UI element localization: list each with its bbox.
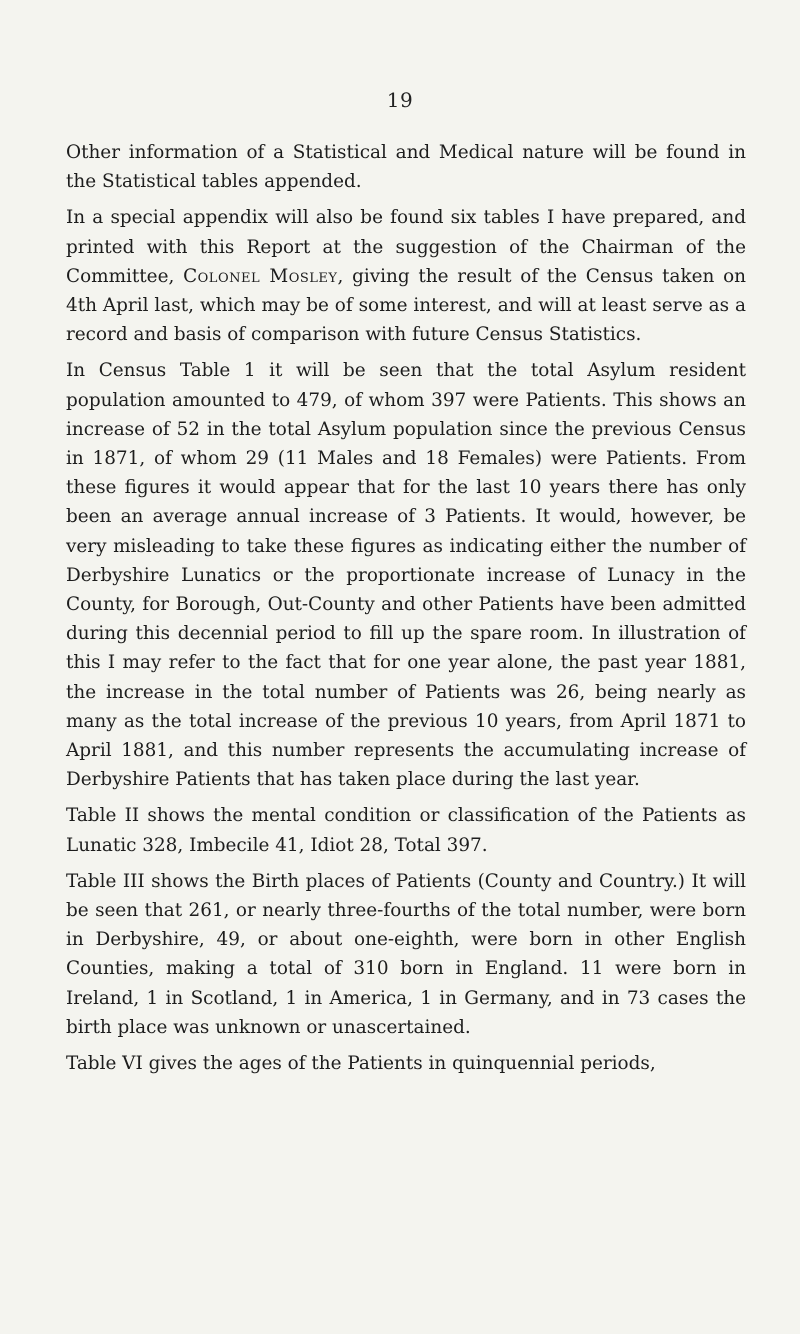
paragraph-2-part-1: In a special appendix will also be found six tables I have prepared, and printed with this Report at the suggestion of the Chairman of the Committee, [66, 207, 746, 287]
body-text [66, 138, 746, 1085]
paragraph-1: Other information of a Statistical and Medical nature will be found in the Statistical tables appended. [66, 142, 746, 193]
paragraph-2 [66, 203, 746, 349]
chairman-name: Colonel Mosley [183, 265, 338, 287]
paragraph-2-part-2: , giving the result of the Census taken on 4th April last, which may be of some interest, and will at least serve as a record and basis of comparison with future Census Statistics. [66, 265, 746, 346]
paragraph-6: Table VI gives the ages of the Patients in quinquennial periods, [66, 1053, 656, 1075]
paragraph-5: Table III shows the Birth places of Patients (County and Country.) It will be seen that 261, or nearly three-fourths of the total number, were born in Derbyshire, 49, or about one-eighth, were born in other English Counties, making a total of 310 born in England. 11 were born in Ireland, 1 in Scotland, 1 in America, 1 in Germany, and in 73 cases the birth place was unknown or unascertained. [66, 870, 746, 1038]
paragraph-4: Table II shows the mental condition or classification of the Patients as Lunatic 328, Imbecile 41, Idiot 28, Total 397. [66, 805, 746, 856]
page-number: 19 [386, 88, 414, 112]
paragraph-3: In Census Table 1 it will be seen that the total Asylum resident population amounted to 479, of whom 397 were Patients. This shows an increase of 52 in the total Asylum population since the previous Census in 1871, of whom 29 (11 Males and 18 Females) were Patients. From these figures it would appear that for the last 10 years there has only been an average annual increase of 3 Patients. It would, however, be very misleading to take these figures as indicating either the number of Derbyshire Lunatics or the proportionate increase of Lunacy in the County, for Borough, Out-County and other Patients have been admitted during this decennial period to fill up the spare room. In illustration of this I may refer to the fact that for one year alone, the past year 1881, the increase in the total number of Patients was 26, being nearly as many as the total increase of the previous 10 years, from April 1871 to April 1881, and this number represents the accumulating increase of Derbyshire Patients that has taken place during the last year. [66, 360, 746, 791]
